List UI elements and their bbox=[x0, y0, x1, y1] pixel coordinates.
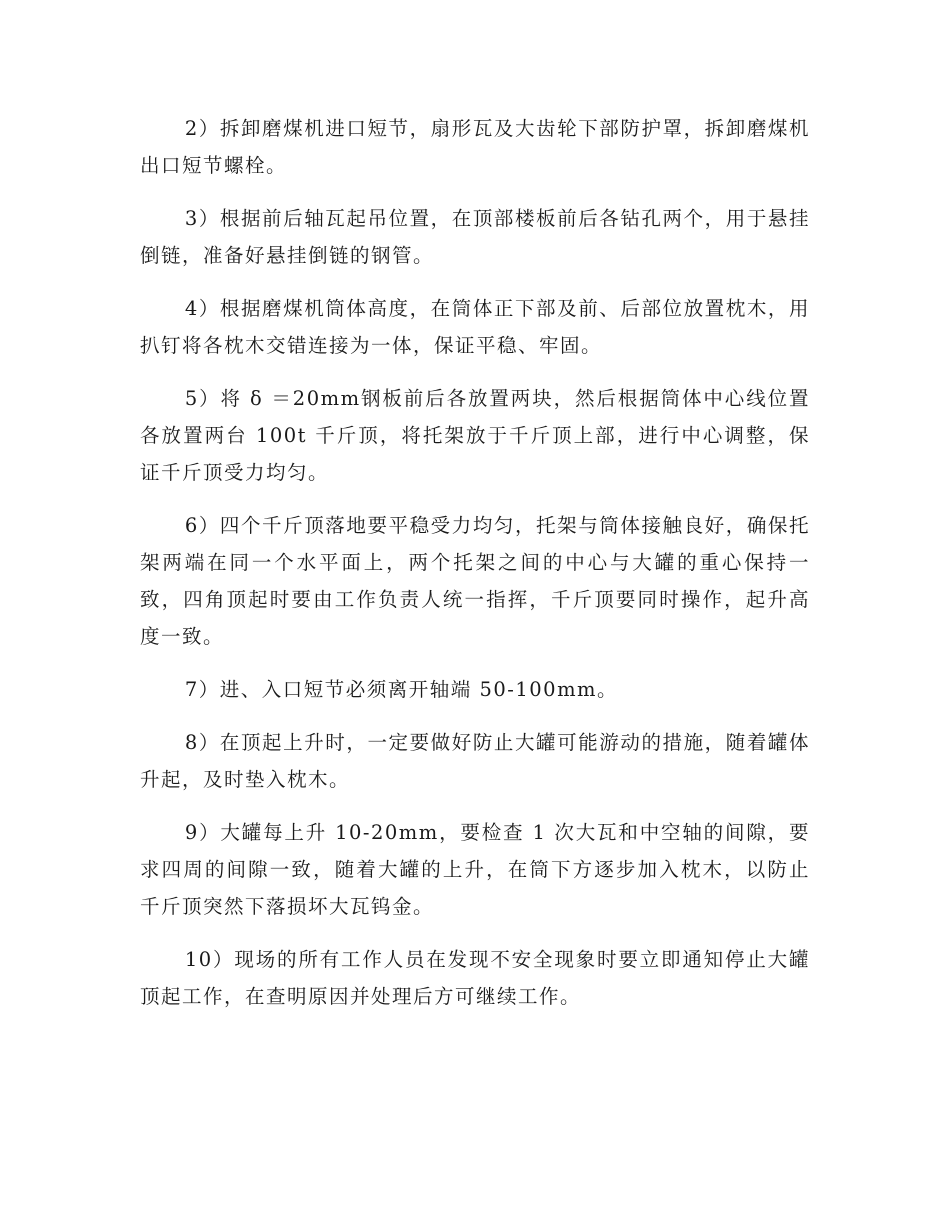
paragraph-step-2: 2）拆卸磨煤机进口短节，扇形瓦及大齿轮下部防护罩，拆卸磨煤机出口短节螺栓。 bbox=[140, 117, 810, 177]
paragraph-step-3: 3）根据前后轴瓦起吊位置，在顶部楼板前后各钻孔两个，用于悬挂倒链，准备好悬挂倒链的钢管。 bbox=[140, 207, 810, 267]
paragraph-step-4: 4）根据磨煤机筒体高度，在筒体正下部及前、后部位放置枕木，用扒钉将各枕木交错连接为一体，保证平稳、牢固。 bbox=[140, 297, 810, 357]
document-body bbox=[140, 110, 810, 1031]
paragraph-step-10: 10）现场的所有工作人员在发现不安全现象时要立即通知停止大罐顶起工作，在查明原因并处理后方可继续工作。 bbox=[140, 948, 810, 1008]
paragraph-step-9: 9）大罐每上升 10-20mm，要检查 1 次大瓦和中空轴的间隙，要求四周的间隙一致，随着大罐的上升，在筒下方逐步加入枕木，以防止千斤顶突然下落损坏大瓦钨金。 bbox=[140, 821, 810, 918]
paragraph-step-5: 5）将 δ ＝20mm钢板前后各放置两块，然后根据筒体中心线位置各放置两台 100t 千斤顶，将托架放于千斤顶上部，进行中心调整，保证千斤顶受力均匀。 bbox=[140, 387, 810, 484]
paragraph-step-8: 8）在顶起上升时，一定要做好防止大罐可能游动的措施，随着罐体升起，及时垫入枕木。 bbox=[140, 731, 810, 791]
paragraph-step-6: 6）四个千斤顶落地要平稳受力均匀，托架与筒体接触良好，确保托架两端在同一个水平面上，两个托架之间的中心与大罐的重心保持一致，四角顶起时要由工作负责人统一指挥，千斤顶要同时操作，起升高度一致。 bbox=[140, 514, 810, 648]
paragraph-step-7: 7）进、入口短节必须离开轴端 50-100mm。 bbox=[184, 678, 619, 701]
